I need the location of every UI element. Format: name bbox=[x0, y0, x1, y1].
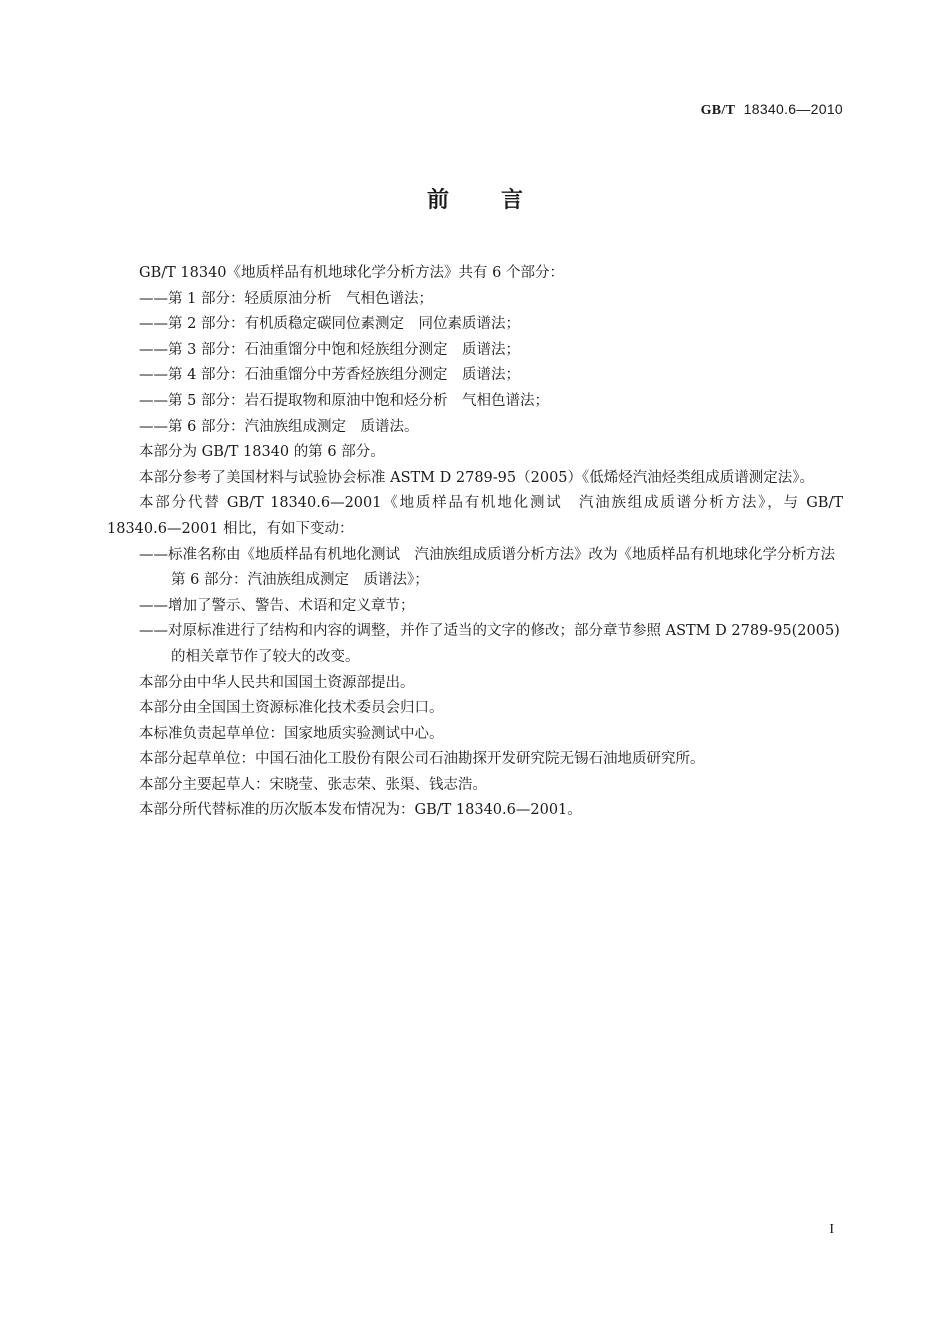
this-part-paragraph: 本部分为 GB/T 18340 的第 6 部分。 bbox=[139, 444, 385, 461]
part-list-item: ——第 4 部分：石油重馏分中芳香烃族组分测定 质谱法； bbox=[139, 367, 520, 384]
history-paragraph: 本部分所代替标准的历次版本发布情况为：GB/T 18340.6—2001。 bbox=[139, 802, 582, 819]
part-list-item: ——第 1 部分：轻质原油分析 气相色谱法； bbox=[139, 290, 433, 307]
proposed-by-paragraph: 本部分由中华人民共和国国土资源部提出。 bbox=[139, 674, 415, 691]
standard-code-number: 18340.6—2010 bbox=[743, 101, 843, 117]
part-list-item: ——第 5 部分：岩石提取物和原油中饱和烃分析 气相色谱法； bbox=[139, 392, 549, 409]
reference-paragraph: 本部分参考了美国材料与试验协会标准 ASTM D 2789-95（2005）《低烯烃汽油烃类组成质谱测定法》。 bbox=[139, 469, 815, 486]
standard-code-prefix: GB/T bbox=[700, 103, 736, 118]
drafters-paragraph: 本部分主要起草人：宋晓莹、张志荣、张渠、钱志浩。 bbox=[139, 776, 487, 793]
part-list-item: ——第 3 部分：石油重馏分中饱和烃族组分测定 质谱法； bbox=[139, 341, 520, 358]
responsible-unit-paragraph: 本标准负责起草单位：国家地质实验测试中心。 bbox=[139, 725, 444, 742]
intro-paragraph: GB/T 18340《地质样品有机地球化学分析方法》共有 6 个部分： bbox=[139, 265, 564, 281]
change-list-item: ——增加了警示、警告、术语和定义章节； bbox=[139, 597, 415, 614]
page-number: I bbox=[829, 1222, 834, 1237]
foreword-body bbox=[107, 261, 850, 824]
change-list-item: ——标准名称由《地质样品有机地化测试 汽油族组成质谱分析方法》改为《地质样品有机地球化学分析方法 第 6 部分：汽油族组成测定 质谱法》； bbox=[139, 546, 850, 589]
page-title: 前言 bbox=[426, 188, 575, 213]
drafting-unit-paragraph: 本部分起草单位：中国石油化工股份有限公司石油勘探开发研究院无锡石油地质研究所。 bbox=[139, 751, 705, 768]
centralized-by-paragraph: 本部分由全国国土资源标准化技术委员会归口。 bbox=[139, 700, 444, 717]
part-list-item: ——第 6 部分：汽油族组成测定 质谱法。 bbox=[139, 418, 419, 435]
change-list-item: ——对原标准进行了结构和内容的调整，并作了适当的文字的修改；部分章节参照 ASTM D 2789-95(2005)的相关章节作了较大的改变。 bbox=[139, 623, 840, 665]
standard-code-header bbox=[701, 101, 843, 119]
replaces-paragraph: 本部分代替 GB/T 18340.6—2001《地质样品有机地化测试 汽油族组成质谱分析方法》，与 GB/T 18340.6—2001 相比，有如下变动： bbox=[107, 495, 843, 537]
part-list-item: ——第 2 部分：有机质稳定碳同位素测定 同位素质谱法； bbox=[139, 316, 520, 333]
